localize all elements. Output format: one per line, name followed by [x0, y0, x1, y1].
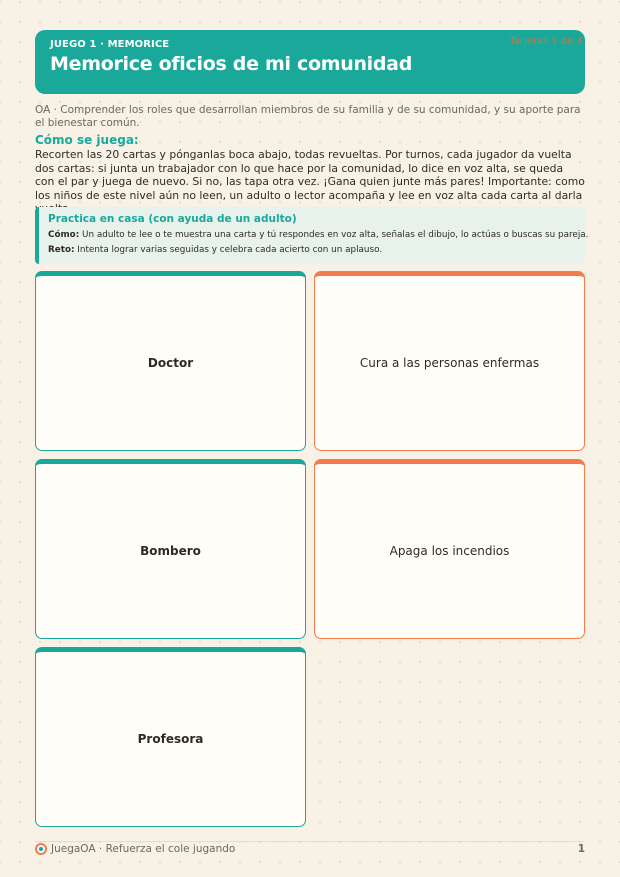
learning-objective: OA · Comprender los roles que desarrollan miembros de su familia y de su comunidad, y su aporte para el bienestar común. [35, 104, 581, 129]
card-occupation[interactable] [35, 459, 306, 639]
page-header [35, 30, 585, 94]
practice-challenge-label: Reto: [48, 245, 75, 255]
practice-challenge-line [48, 245, 382, 256]
footer-brand: JuegaOA · Refuerza el cole jugando [51, 843, 236, 855]
practice-how-text: Un adulto te lee o te muestra una carta y tú respondes en voz alta, señalas el dibujo, lo actúas o buscas su pareja. [79, 230, 589, 240]
practice-how-line [48, 230, 588, 241]
page-number: 1 [577, 843, 585, 855]
card-label: Cura a las personas enfermas [359, 356, 540, 370]
card-occupation[interactable] [35, 271, 306, 451]
card-label: Doctor [147, 356, 194, 370]
card-label: Bombero [140, 544, 201, 558]
practice-box [35, 207, 589, 264]
card-function[interactable] [314, 271, 585, 451]
card-label: Apaga los incendios [389, 544, 510, 558]
practice-challenge-text: Intenta lograr varias seguidas y celebra cada acierto con un aplauso. [74, 245, 383, 255]
ring-logo-icon [35, 843, 47, 855]
card-function[interactable] [314, 459, 585, 639]
game-kicker: JUEGO 1 · MEMORICE [50, 39, 170, 50]
footer-divider [35, 841, 585, 842]
how-to-play-heading: Cómo se juega: [35, 133, 139, 147]
how-to-play-text: Recorten las 20 cartas y pónganlas boca abajo, todas revueltas. Por turnos, cada jugador da vuelta dos cartas: si junta un trabajador con lo que hace por la comunidad, lo dice en voz alta, se queda con el par y juega de nuevo. Si no, las tapa otra vez. ¡Gana quien junte más pares! Importante: como los niños de este nivel aún no leen, un adulto o lector acompaña y lee en voz alta cada carta al darla [35, 148, 585, 202]
practice-heading: Practica en casa (con ayuda de un adulto) [48, 213, 297, 225]
card-occupation[interactable] [35, 647, 306, 827]
card-count-tag: Tarjetas 1 de 4 [509, 36, 583, 47]
page-title: Memorice oficios de mi comunidad [50, 53, 413, 75]
card-label: Profesora [137, 732, 204, 746]
practice-how-label: Cómo: [48, 230, 80, 240]
